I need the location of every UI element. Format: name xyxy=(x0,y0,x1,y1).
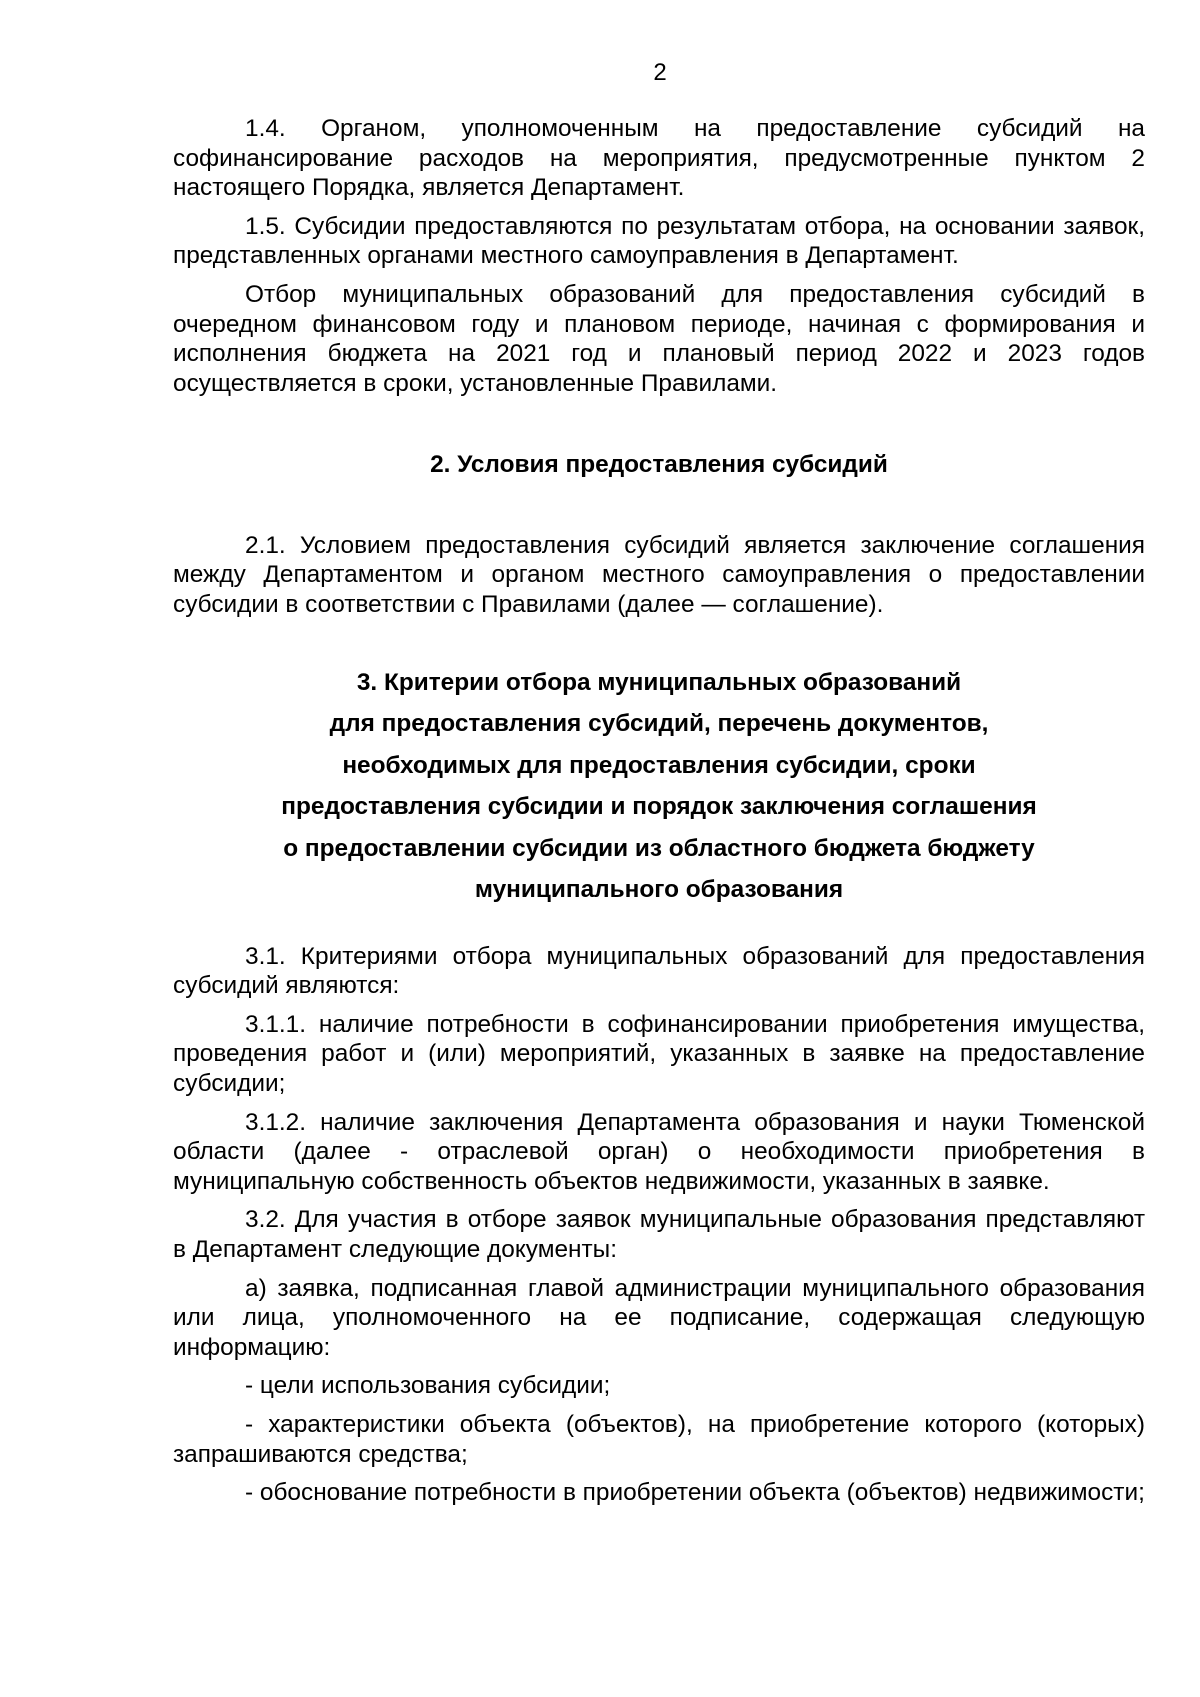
paragraph-3-1-1: 3.1.1. наличие потребности в софинансировании приобретения имущества, проведения работ и (или) мероприятий, указанных в заявке на предоставление субсидии; xyxy=(173,1010,1145,1097)
section-3-heading xyxy=(173,662,1145,911)
paragraph-3-2: 3.2. Для участия в отборе заявок муниципальные образования представляют в Департамент следующие документы: xyxy=(173,1206,1145,1263)
section-3-heading-line: 3. Критерии отбора муниципальных образований xyxy=(356,668,962,696)
paragraph-3-2-a: а) заявка, подписанная главой администрации муниципального образования или лица, уполномоченного на ее подписание, содержащая следующую информацию: xyxy=(173,1274,1145,1361)
paragraph-3-1: 3.1. Критериями отбора муниципальных образований для предоставления субсидий являются: xyxy=(173,942,1145,1000)
paragraph-3-1-2: 3.1.2. наличие заключения Департамента образования и науки Тюменской области (далее - отраслевой орган) о необходимости приобретения в муниципальную собственность объектов недвижимости, указанных в заявке. xyxy=(173,1108,1145,1195)
section-3-heading-line: о предоставлении субсидии из областного бюджета бюджету xyxy=(283,834,1035,862)
section-3-heading-line: муниципального образования xyxy=(474,876,844,904)
paragraph-1-4: 1.4. Органом, уполномоченным на предоставление субсидий на софинансирование расходов на мероприятия, предусмотренные пунктом 2 настоящего Порядка, является Департамент. xyxy=(173,115,1145,202)
paragraph-2-1: 2.1. Условием предоставления субсидий является заключение соглашения между Департаментом и органом местного самоуправления о предоставлении субсидии в соответствии с Правилами (далее — соглашение). xyxy=(173,531,1145,619)
paragraph-selection-timing: Отбор муниципальных образований для предоставления субсидий в очередном финансовом году и плановом периоде, начиная с формирования и исполнения бюджета на 2021 год и плановый период 2022 и 2023 годов осуществляется в сроки, установленные Правилами. xyxy=(173,280,1145,397)
list-item-characteristics: - характеристики объекта (объектов), на приобретение которого (которых) запрашиваются средства; xyxy=(173,1410,1145,1468)
list-item-purpose: - цели использования субсидии; xyxy=(245,1372,611,1400)
paragraph-1-5: 1.5. Субсидии предоставляются по результатам отбора, на основании заявок, представленных органами местного самоуправления в Департамент. xyxy=(173,212,1145,270)
list-item-justification: - обоснование потребности в приобретении объекта (объектов) недвижимости; xyxy=(245,1479,1145,1507)
document-body xyxy=(173,114,1145,1517)
section-3-heading-line: для предоставления субсидий, перечень документов, xyxy=(329,710,989,738)
section-2-heading: 2. Условия предоставления субсидий xyxy=(430,451,888,479)
section-3-heading-line: необходимых для предоставления субсидии, сроки xyxy=(342,751,976,779)
page-number: 2 xyxy=(653,59,667,86)
section-3-heading-line: предоставления субсидии и порядок заключения соглашения xyxy=(281,793,1037,821)
